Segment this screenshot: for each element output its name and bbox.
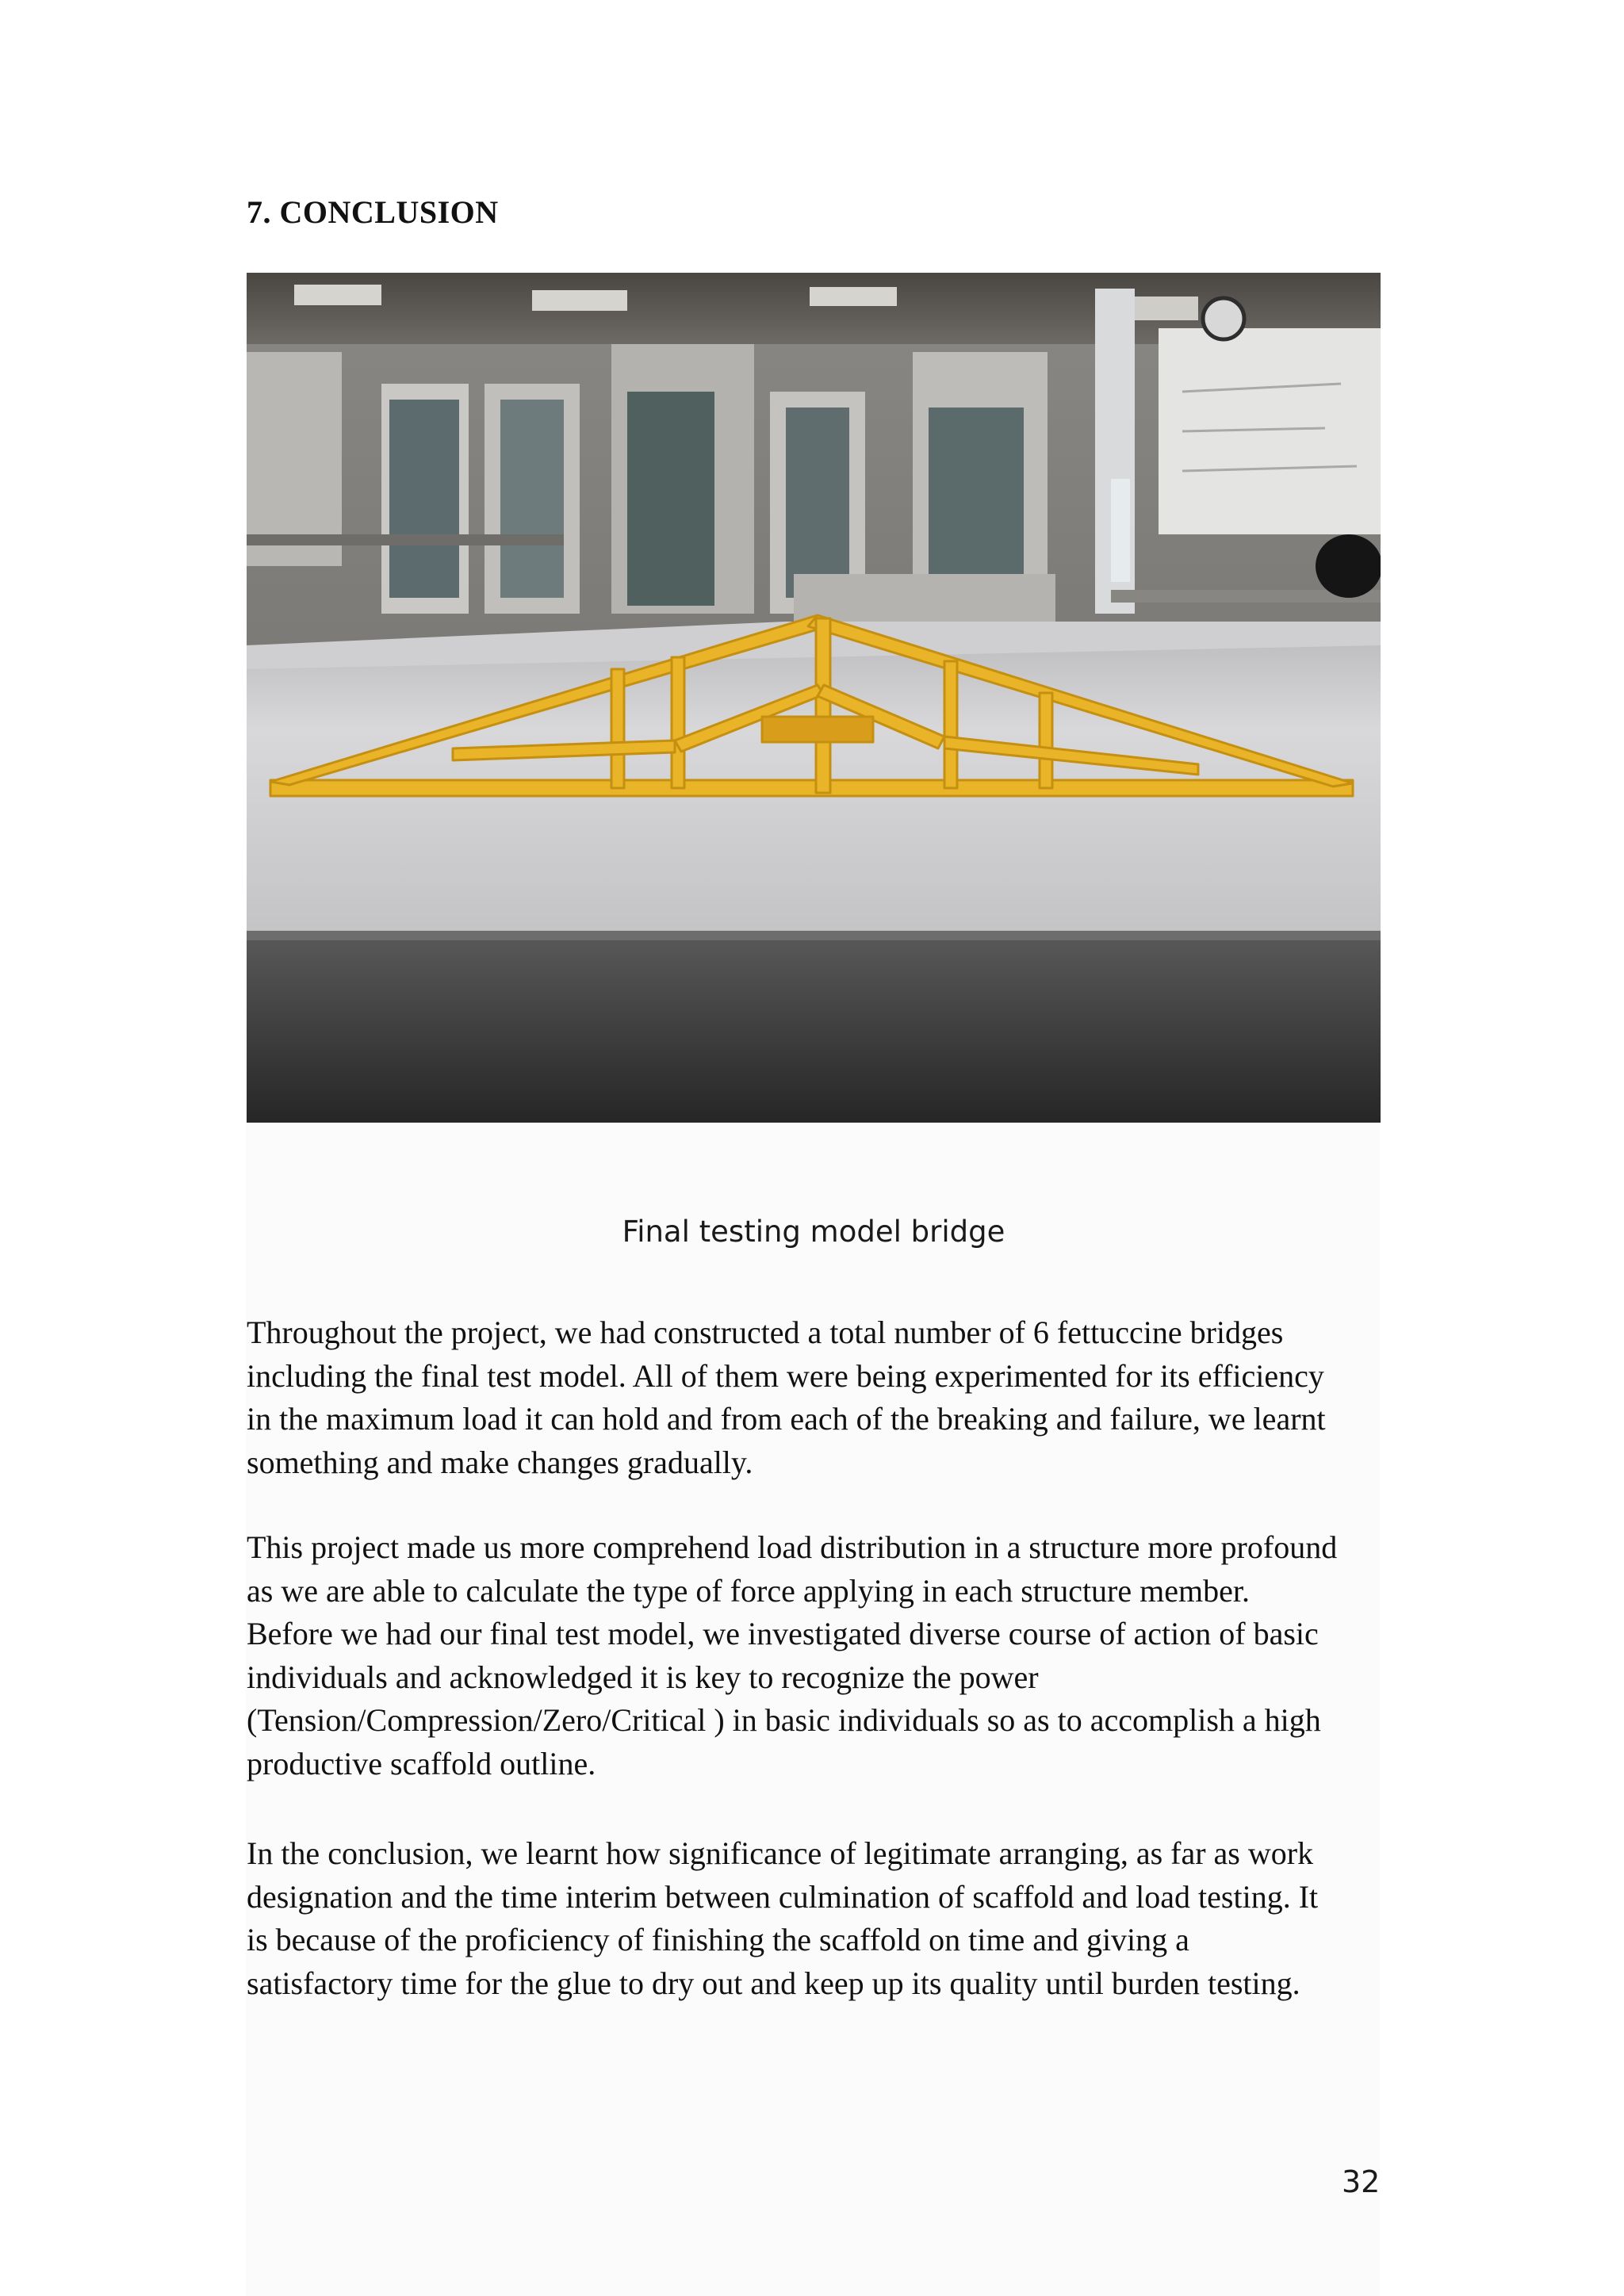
paragraph-line: productive scaffold outline.	[247, 1745, 596, 1781]
photo-caption: Final testing model bridge	[622, 1215, 1005, 1249]
paragraph-line: designation and the time interim between culmination of scaffold and load testing. It	[247, 1878, 1319, 1915]
paragraph-line: Before we had our final test model, we investigated diverse course of action of basic	[247, 1616, 1319, 1651]
paragraph-line: (Tension/Compression/Zero/Critical ) in basic individuals so as to accomplish a high	[247, 1702, 1321, 1738]
paragraph-line: in the maximum load it can hold and from each of the breaking and failure, we learnt	[247, 1401, 1326, 1437]
section-heading: 7. CONCLUSION	[247, 194, 499, 230]
paragraph-line: is because of the proficiency of finishing the scaffold on time and giving a	[247, 1922, 1189, 1957]
paragraph-line: as we are able to calculate the type of force applying in each structure member.	[247, 1572, 1250, 1609]
page-number: 32	[1342, 2164, 1381, 2199]
paragraph-line: In the conclusion, we learnt how significance of legitimate arranging, as far as work	[247, 1835, 1314, 1871]
paragraph-line: something and make changes gradually.	[247, 1444, 753, 1480]
paragraph-line: This project made us more comprehend load distribution in a structure more profound	[247, 1529, 1338, 1565]
bridge-photo	[247, 273, 1381, 1123]
paragraph-line: including the final test model. All of them were being experimented for its efficiency	[247, 1357, 1324, 1394]
paragraph-line: satisfactory time for the glue to dry out and keep up its quality until burden testing.	[247, 1965, 1300, 2001]
paragraph-line: individuals and acknowledged it is key to recognize the power	[247, 1659, 1039, 1695]
paragraph-2	[247, 1526, 1388, 1785]
paragraph-3	[247, 1832, 1388, 2005]
paragraph-1	[247, 1311, 1388, 1484]
paragraph-line: Throughout the project, we had constructed a total number of 6 fettuccine bridges	[247, 1314, 1284, 1350]
